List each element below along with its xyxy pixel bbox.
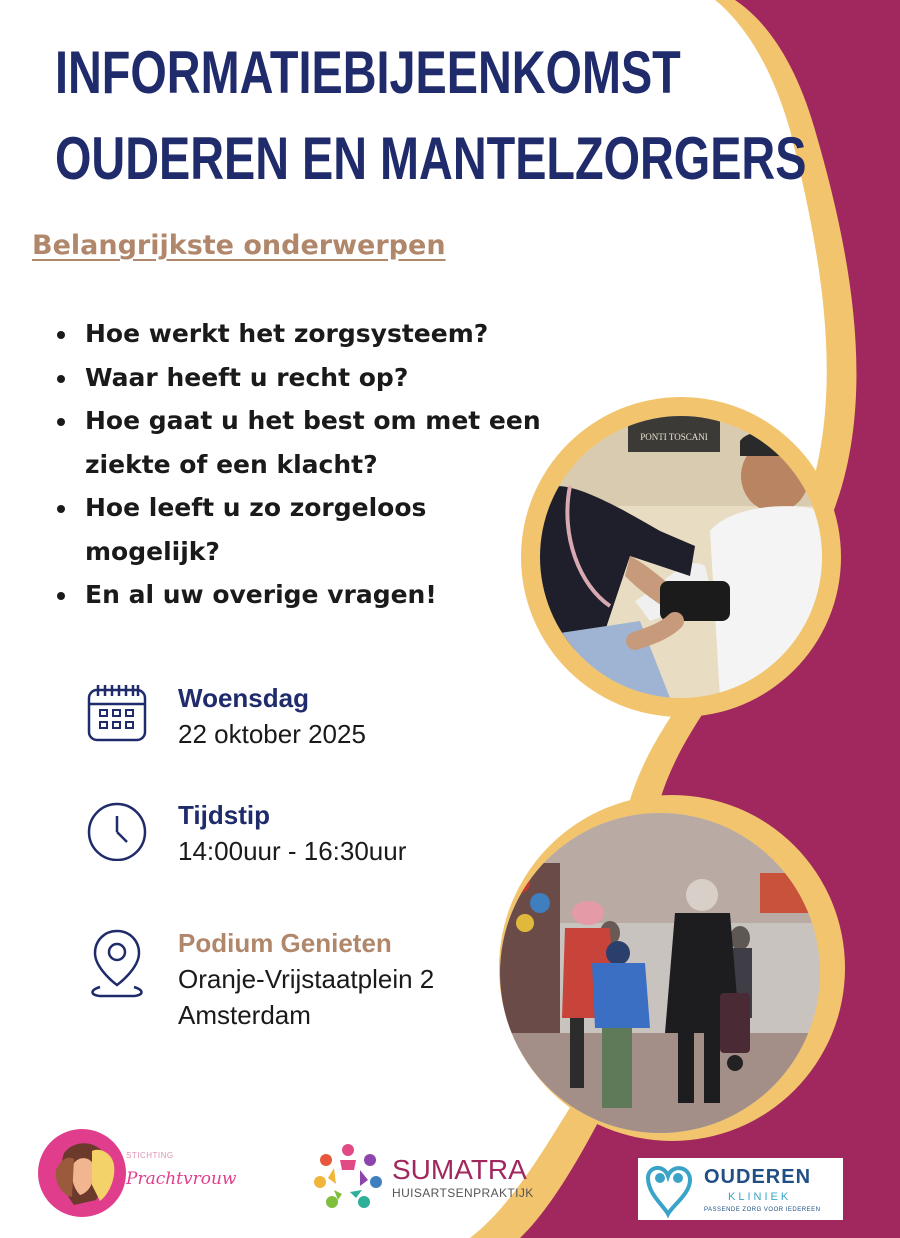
calendar-icon	[86, 682, 148, 744]
time-value: 14:00uur - 16:30uur	[178, 836, 407, 866]
title-line-1: INFORMATIEBIJEENKOMST	[55, 39, 681, 106]
date-value: 22 oktober 2025	[178, 719, 366, 749]
title-line-2: OUDEREN EN MANTELZORGERS	[55, 125, 807, 192]
time-label: Tijdstip	[178, 800, 270, 830]
logo-ouderen-kliniek	[638, 1158, 843, 1220]
topic-item: Waar heeft u recht op?	[55, 356, 545, 400]
poster-title	[55, 30, 806, 202]
topic-item: En al uw overige vragen!	[55, 573, 545, 617]
ouderen-tagline: PASSENDE ZORG VOOR IEDEREEN	[704, 1207, 821, 1213]
topics-heading: Belangrijkste onderwerpen	[32, 230, 446, 261]
photo-blood-pressure	[540, 416, 822, 698]
date-info	[86, 680, 366, 749]
address-line-1: Oranje-Vrijstaatplein 2	[178, 964, 435, 994]
topic-item: Hoe gaat u het best om met een ziekte of een klacht?	[55, 399, 545, 486]
sumatra-people-circle-icon	[312, 1142, 384, 1212]
sumatra-name: SUMATRA	[392, 1154, 527, 1185]
prachtvrouw-emblem-icon	[34, 1125, 134, 1220]
photo-street-scene	[500, 813, 820, 1133]
location-info	[86, 925, 435, 1030]
logo-prachtvrouw	[34, 1125, 237, 1220]
time-info	[86, 797, 407, 866]
prachtvrouw-script-text: Prachtvrouw	[126, 1169, 237, 1189]
date-label: Woensdag	[178, 683, 309, 713]
logo-sumatra	[312, 1142, 562, 1212]
topics-list	[55, 312, 545, 617]
sumatra-sub: HUISARTSENPRAKTIJK	[392, 1186, 534, 1200]
photo-sign-text: PONTI TOSCANI	[640, 432, 708, 442]
ouderen-kliniek-heart-icon	[638, 1158, 700, 1220]
location-label: Podium Genieten	[178, 928, 392, 958]
clock-icon	[86, 799, 148, 861]
topic-item: Hoe leeft u zo zorgeloos mogelijk?	[55, 486, 545, 573]
prachtvrouw-small-text: STICHTING	[126, 1151, 174, 1160]
ouderen-name: OUDEREN	[704, 1166, 812, 1188]
topic-item: Hoe werkt het zorgsysteem?	[55, 312, 545, 356]
ouderen-sub: KLINIEK	[728, 1191, 792, 1203]
address-line-2: Amsterdam	[178, 1000, 311, 1030]
location-pin-icon	[86, 927, 148, 999]
